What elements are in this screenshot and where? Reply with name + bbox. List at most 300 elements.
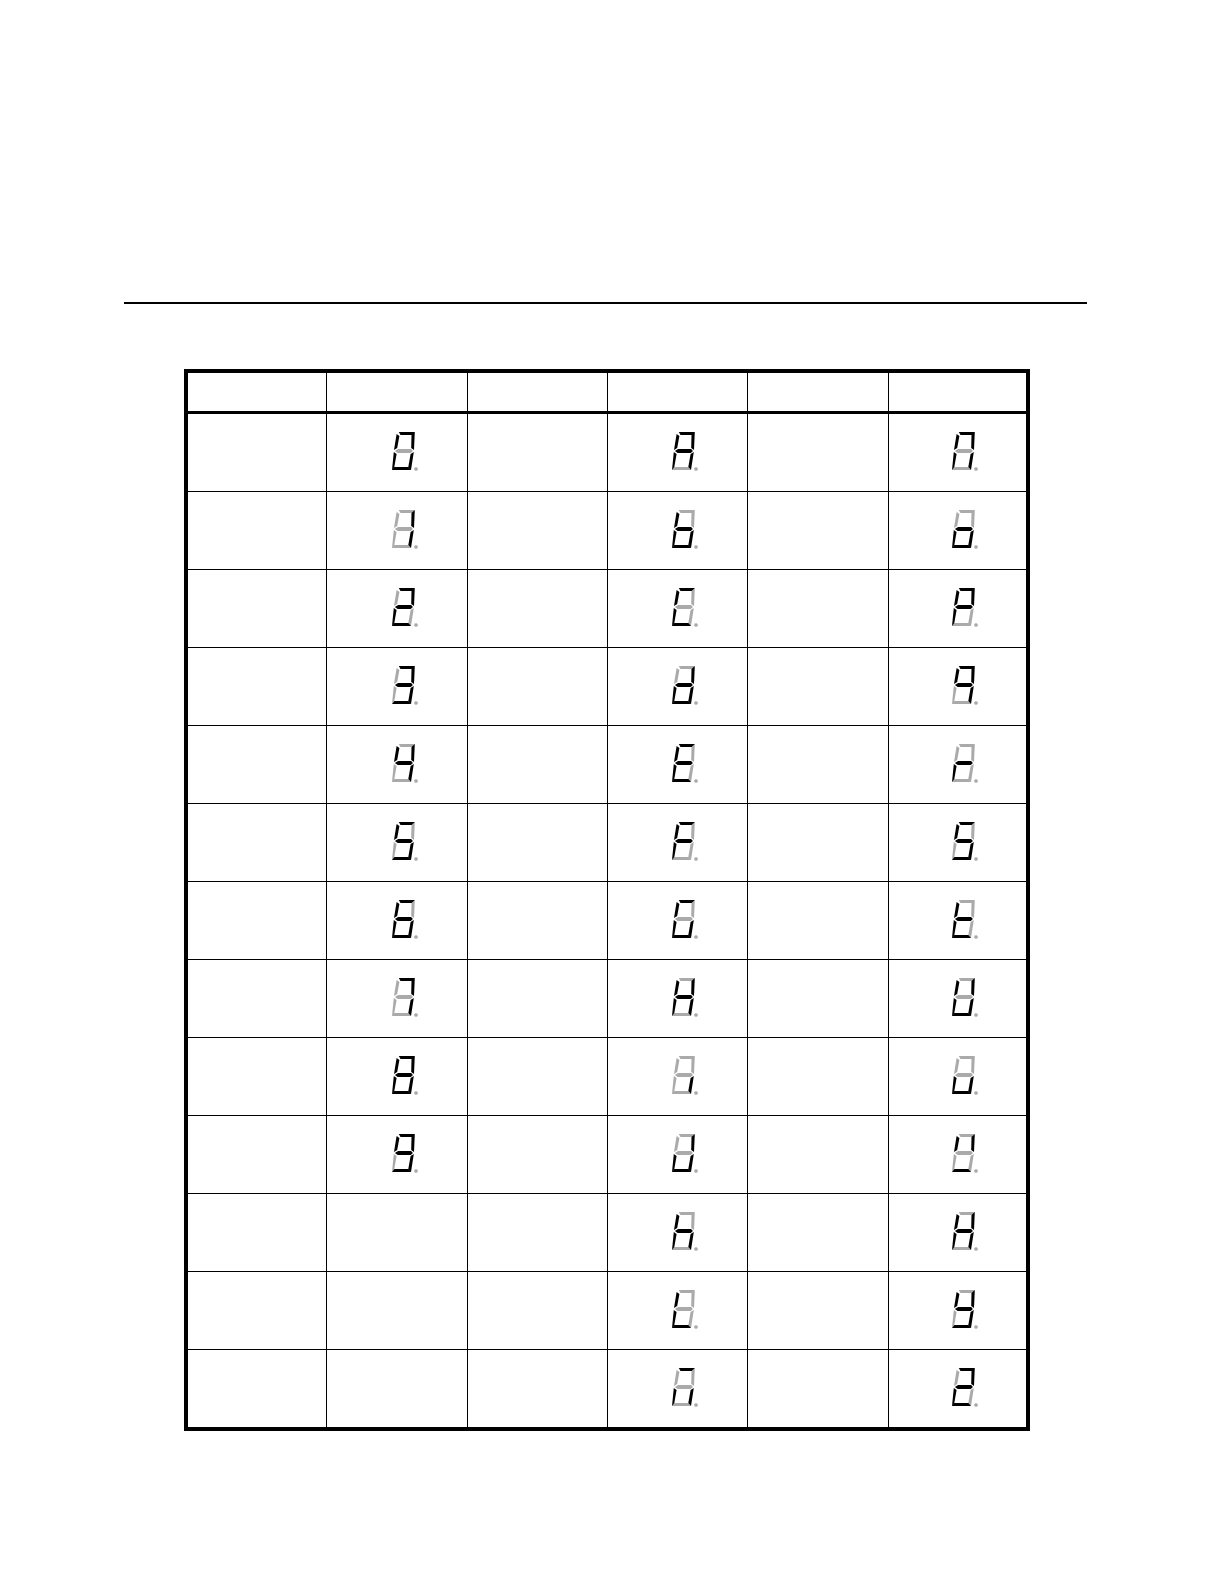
segment-g xyxy=(394,527,412,531)
segment-f xyxy=(674,980,680,996)
glyph-cell xyxy=(888,570,1028,648)
decimal-point xyxy=(974,857,978,861)
decimal-point xyxy=(974,623,978,627)
header-cell xyxy=(607,371,747,413)
segment-d xyxy=(672,623,691,626)
segment-f xyxy=(674,1370,680,1386)
decimal-point xyxy=(694,935,698,939)
decimal-point xyxy=(974,1091,978,1095)
segment-g xyxy=(955,1307,973,1311)
segment-f xyxy=(674,1058,680,1074)
seven-segment-glyph xyxy=(670,585,698,627)
header-cell xyxy=(467,371,607,413)
glyph-cell xyxy=(607,1194,747,1272)
glyph-cell xyxy=(607,1116,747,1194)
segment-g xyxy=(955,527,973,531)
label-cell xyxy=(467,492,607,570)
seven-segment-glyph xyxy=(950,663,978,705)
segment-f xyxy=(674,746,680,762)
glyph-cell xyxy=(326,570,467,648)
seven-segment-glyph xyxy=(950,741,978,783)
segment-c xyxy=(968,530,974,548)
segment-d xyxy=(952,545,971,548)
decimal-point xyxy=(974,1325,978,1329)
segment-g xyxy=(955,1229,973,1233)
header-cell xyxy=(888,371,1028,413)
segment-d xyxy=(672,857,691,860)
decimal-point xyxy=(694,701,698,705)
segment-d xyxy=(952,779,971,782)
segment-g xyxy=(955,995,973,999)
label-cell xyxy=(747,570,888,648)
table-row xyxy=(186,882,1028,960)
table-row xyxy=(186,726,1028,804)
segment-c xyxy=(688,530,694,548)
glyph-cell xyxy=(607,570,747,648)
segment-c xyxy=(408,686,414,704)
segment-g xyxy=(675,1385,693,1389)
glyph-cell xyxy=(326,1272,467,1350)
seven-segment-glyph xyxy=(670,1131,698,1173)
segment-g xyxy=(955,1385,973,1389)
decimal-point xyxy=(414,1091,418,1095)
segment-f xyxy=(394,1058,400,1074)
segment-g xyxy=(675,605,693,609)
decimal-point xyxy=(694,1169,698,1173)
segment-d xyxy=(392,1091,411,1094)
segment-g xyxy=(675,1307,693,1311)
label-cell xyxy=(186,882,326,960)
segment-f xyxy=(954,668,960,684)
segment-d xyxy=(952,857,971,860)
segment-c xyxy=(408,998,414,1016)
segment-d xyxy=(392,701,411,704)
decimal-point xyxy=(974,1247,978,1251)
segment-f xyxy=(674,434,680,450)
glyph-cell xyxy=(607,648,747,726)
seven-segment-glyph xyxy=(390,975,418,1017)
segment-f xyxy=(954,1370,960,1386)
decimal-point xyxy=(694,1325,698,1329)
segment-g xyxy=(675,449,693,453)
segment-g xyxy=(675,1073,693,1077)
seven-segment-glyph xyxy=(390,585,418,627)
label-cell xyxy=(467,804,607,882)
segment-f xyxy=(674,1136,680,1152)
segment-d xyxy=(672,935,691,938)
label-cell xyxy=(186,492,326,570)
label-cell xyxy=(747,1350,888,1430)
segment-d xyxy=(392,857,411,860)
label-cell xyxy=(467,570,607,648)
segment-f xyxy=(674,1214,680,1230)
table-row xyxy=(186,960,1028,1038)
seven-segment-glyph xyxy=(670,741,698,783)
segment-d xyxy=(952,1325,971,1328)
segment-g xyxy=(675,761,693,765)
decimal-point xyxy=(694,467,698,471)
glyph-cell xyxy=(326,726,467,804)
label-cell xyxy=(186,1194,326,1272)
segment-g xyxy=(955,761,973,765)
seven-segment-glyph xyxy=(670,1209,698,1251)
segment-f xyxy=(394,512,400,528)
seven-segment-glyph xyxy=(670,507,698,549)
segment-f xyxy=(674,590,680,606)
segment-f xyxy=(954,434,960,450)
segment-g xyxy=(955,605,973,609)
table-row xyxy=(186,492,1028,570)
seven-segment-glyph xyxy=(390,1053,418,1095)
table-row xyxy=(186,1272,1028,1350)
segment-f xyxy=(394,668,400,684)
segment-c xyxy=(408,764,414,782)
seven-segment-glyph xyxy=(390,897,418,939)
segment-g xyxy=(394,1151,412,1155)
seven-segment-glyph xyxy=(670,897,698,939)
segment-c xyxy=(408,608,414,626)
glyph-cell xyxy=(888,726,1028,804)
header-cell xyxy=(326,371,467,413)
segment-d xyxy=(392,779,411,782)
decimal-point xyxy=(694,1091,698,1095)
decimal-point xyxy=(974,1013,978,1017)
glyph-cell xyxy=(326,1350,467,1430)
seven-segment-glyph xyxy=(670,975,698,1017)
seven-segment-glyph xyxy=(950,1287,978,1329)
decimal-point xyxy=(694,1013,698,1017)
segment-c xyxy=(408,920,414,938)
label-cell xyxy=(747,1194,888,1272)
table-row xyxy=(186,570,1028,648)
label-cell xyxy=(186,648,326,726)
label-cell xyxy=(747,726,888,804)
segment-c xyxy=(688,686,694,704)
label-cell xyxy=(186,570,326,648)
segment-d xyxy=(392,1013,411,1016)
segment-f xyxy=(954,824,960,840)
segment-d xyxy=(392,545,411,548)
segment-g xyxy=(955,839,973,843)
seven-segment-glyph xyxy=(670,1365,698,1407)
table-row xyxy=(186,1038,1028,1116)
segment-d xyxy=(672,1091,691,1094)
seven-segment-character-table xyxy=(184,369,1030,1431)
segment-g xyxy=(955,917,973,921)
segment-c xyxy=(968,1154,974,1172)
segment-d xyxy=(952,1013,971,1016)
seven-segment-glyph xyxy=(950,1365,978,1407)
segment-c xyxy=(688,608,694,626)
glyph-cell xyxy=(888,1194,1028,1272)
segment-g xyxy=(955,1073,973,1077)
segment-f xyxy=(394,434,400,450)
label-cell xyxy=(747,882,888,960)
segment-d xyxy=(392,1169,411,1172)
segment-d xyxy=(672,1403,691,1406)
glyph-cell xyxy=(326,1194,467,1272)
glyph-cell xyxy=(888,1038,1028,1116)
label-cell xyxy=(467,648,607,726)
glyph-cell xyxy=(888,960,1028,1038)
segment-c xyxy=(968,998,974,1016)
segment-c xyxy=(408,1076,414,1094)
segment-d xyxy=(672,701,691,704)
seven-segment-glyph xyxy=(390,663,418,705)
decimal-point xyxy=(414,701,418,705)
segment-c xyxy=(968,1388,974,1406)
segment-g xyxy=(394,839,412,843)
glyph-cell xyxy=(607,726,747,804)
table-row xyxy=(186,1116,1028,1194)
label-cell xyxy=(747,1038,888,1116)
segment-c xyxy=(688,920,694,938)
segment-g xyxy=(955,449,973,453)
segment-c xyxy=(688,998,694,1016)
glyph-cell xyxy=(607,492,747,570)
label-cell xyxy=(747,1272,888,1350)
segment-c xyxy=(688,1076,694,1094)
decimal-point xyxy=(414,857,418,861)
header-cell xyxy=(186,371,326,413)
segment-d xyxy=(672,1325,691,1328)
segment-f xyxy=(954,1058,960,1074)
segment-c xyxy=(968,920,974,938)
segment-g xyxy=(394,1073,412,1077)
glyph-cell xyxy=(326,492,467,570)
glyph-cell xyxy=(607,882,747,960)
segment-g xyxy=(394,917,412,921)
decimal-point xyxy=(414,779,418,783)
seven-segment-glyph xyxy=(950,585,978,627)
seven-segment-glyph xyxy=(670,1287,698,1329)
glyph-cell xyxy=(888,1272,1028,1350)
decimal-point xyxy=(414,935,418,939)
glyph-cell xyxy=(607,1350,747,1430)
horizontal-rule xyxy=(124,302,1087,304)
glyph-cell xyxy=(607,804,747,882)
label-cell xyxy=(186,1350,326,1430)
segment-d xyxy=(392,623,411,626)
label-cell xyxy=(467,1194,607,1272)
label-cell xyxy=(747,804,888,882)
seven-segment-glyph xyxy=(390,429,418,471)
decimal-point xyxy=(414,623,418,627)
decimal-point xyxy=(694,1247,698,1251)
glyph-cell xyxy=(607,413,747,492)
glyph-cell xyxy=(888,413,1028,492)
glyph-cell xyxy=(326,413,467,492)
label-cell xyxy=(186,804,326,882)
glyph-cell xyxy=(888,882,1028,960)
segment-c xyxy=(968,608,974,626)
seven-segment-glyph xyxy=(950,429,978,471)
segment-f xyxy=(954,980,960,996)
segment-d xyxy=(952,1169,971,1172)
label-cell xyxy=(747,1116,888,1194)
segment-f xyxy=(394,1136,400,1152)
segment-c xyxy=(688,452,694,470)
label-cell xyxy=(467,1350,607,1430)
segment-d xyxy=(952,1091,971,1094)
segment-c xyxy=(688,1310,694,1328)
segment-g xyxy=(675,917,693,921)
segment-f xyxy=(954,512,960,528)
segment-c xyxy=(408,1154,414,1172)
label-cell xyxy=(186,960,326,1038)
segment-d xyxy=(952,1403,971,1406)
segment-c xyxy=(688,1154,694,1172)
label-cell xyxy=(467,1038,607,1116)
segment-f xyxy=(394,824,400,840)
seven-segment-glyph xyxy=(950,1053,978,1095)
segment-g xyxy=(955,1151,973,1155)
segment-g xyxy=(675,1229,693,1233)
seven-segment-glyph xyxy=(950,819,978,861)
segment-c xyxy=(408,842,414,860)
segment-f xyxy=(674,668,680,684)
glyph-cell xyxy=(888,804,1028,882)
segment-d xyxy=(952,701,971,704)
glyph-cell xyxy=(888,648,1028,726)
segment-g xyxy=(394,683,412,687)
segment-c xyxy=(408,530,414,548)
segment-g xyxy=(675,683,693,687)
label-cell xyxy=(467,1272,607,1350)
seven-segment-glyph xyxy=(390,741,418,783)
decimal-point xyxy=(694,779,698,783)
decimal-point xyxy=(974,1403,978,1407)
label-cell xyxy=(186,1272,326,1350)
seven-segment-glyph xyxy=(950,1131,978,1173)
decimal-point xyxy=(974,467,978,471)
glyph-cell xyxy=(607,960,747,1038)
segment-g xyxy=(675,527,693,531)
seven-segment-glyph xyxy=(950,975,978,1017)
label-cell xyxy=(467,960,607,1038)
segment-f xyxy=(394,746,400,762)
segment-f xyxy=(954,746,960,762)
segment-g xyxy=(394,605,412,609)
segment-c xyxy=(968,1232,974,1250)
segment-c xyxy=(968,842,974,860)
segment-c xyxy=(688,764,694,782)
decimal-point xyxy=(414,545,418,549)
seven-segment-glyph xyxy=(390,819,418,861)
glyph-cell xyxy=(326,804,467,882)
label-cell xyxy=(186,1038,326,1116)
decimal-point xyxy=(414,467,418,471)
segment-f xyxy=(394,590,400,606)
label-cell xyxy=(467,413,607,492)
glyph-cell xyxy=(326,882,467,960)
segment-d xyxy=(392,467,411,470)
segment-d xyxy=(672,779,691,782)
glyph-cell xyxy=(326,648,467,726)
segment-d xyxy=(952,467,971,470)
seven-segment-glyph xyxy=(950,897,978,939)
segment-d xyxy=(952,1247,971,1250)
segment-d xyxy=(952,935,971,938)
segment-f xyxy=(394,902,400,918)
label-cell xyxy=(186,1116,326,1194)
segment-c xyxy=(408,452,414,470)
segment-f xyxy=(674,512,680,528)
segment-g xyxy=(675,1151,693,1155)
segment-c xyxy=(968,1310,974,1328)
table-header-row xyxy=(186,371,1028,413)
decimal-point xyxy=(974,545,978,549)
label-cell xyxy=(467,1116,607,1194)
glyph-cell xyxy=(888,492,1028,570)
segment-c xyxy=(968,764,974,782)
segment-d xyxy=(952,623,971,626)
segment-f xyxy=(954,1292,960,1308)
segment-d xyxy=(672,1013,691,1016)
table-row xyxy=(186,1350,1028,1430)
segment-d xyxy=(672,467,691,470)
table-row xyxy=(186,648,1028,726)
glyph-cell xyxy=(326,960,467,1038)
segment-f xyxy=(954,1214,960,1230)
seven-segment-glyph xyxy=(670,663,698,705)
decimal-point xyxy=(414,1169,418,1173)
label-cell xyxy=(467,882,607,960)
decimal-point xyxy=(694,1403,698,1407)
seven-segment-glyph xyxy=(390,507,418,549)
segment-d xyxy=(672,545,691,548)
segment-g xyxy=(394,449,412,453)
segment-g xyxy=(394,761,412,765)
seven-segment-glyph xyxy=(950,1209,978,1251)
table-row xyxy=(186,804,1028,882)
segment-f xyxy=(394,980,400,996)
label-cell xyxy=(747,413,888,492)
decimal-point xyxy=(694,857,698,861)
segment-d xyxy=(672,1247,691,1250)
segment-c xyxy=(688,1388,694,1406)
decimal-point xyxy=(694,623,698,627)
segment-c xyxy=(968,452,974,470)
decimal-point xyxy=(974,701,978,705)
label-cell xyxy=(186,726,326,804)
header-cell xyxy=(747,371,888,413)
seven-segment-glyph xyxy=(670,819,698,861)
segment-f xyxy=(674,824,680,840)
segment-g xyxy=(394,995,412,999)
segment-f xyxy=(674,1292,680,1308)
segment-f xyxy=(954,590,960,606)
label-cell xyxy=(467,726,607,804)
segment-f xyxy=(954,1136,960,1152)
glyph-cell xyxy=(607,1272,747,1350)
segment-c xyxy=(968,1076,974,1094)
segment-f xyxy=(674,902,680,918)
table-row xyxy=(186,413,1028,492)
glyph-cell xyxy=(607,1038,747,1116)
seven-segment-glyph xyxy=(390,1131,418,1173)
decimal-point xyxy=(694,545,698,549)
table-row xyxy=(186,1194,1028,1272)
segment-c xyxy=(968,686,974,704)
segment-c xyxy=(688,842,694,860)
label-cell xyxy=(186,413,326,492)
segment-g xyxy=(675,839,693,843)
glyph-cell xyxy=(326,1038,467,1116)
seven-segment-glyph xyxy=(950,507,978,549)
decimal-point xyxy=(974,935,978,939)
decimal-point xyxy=(414,1013,418,1017)
